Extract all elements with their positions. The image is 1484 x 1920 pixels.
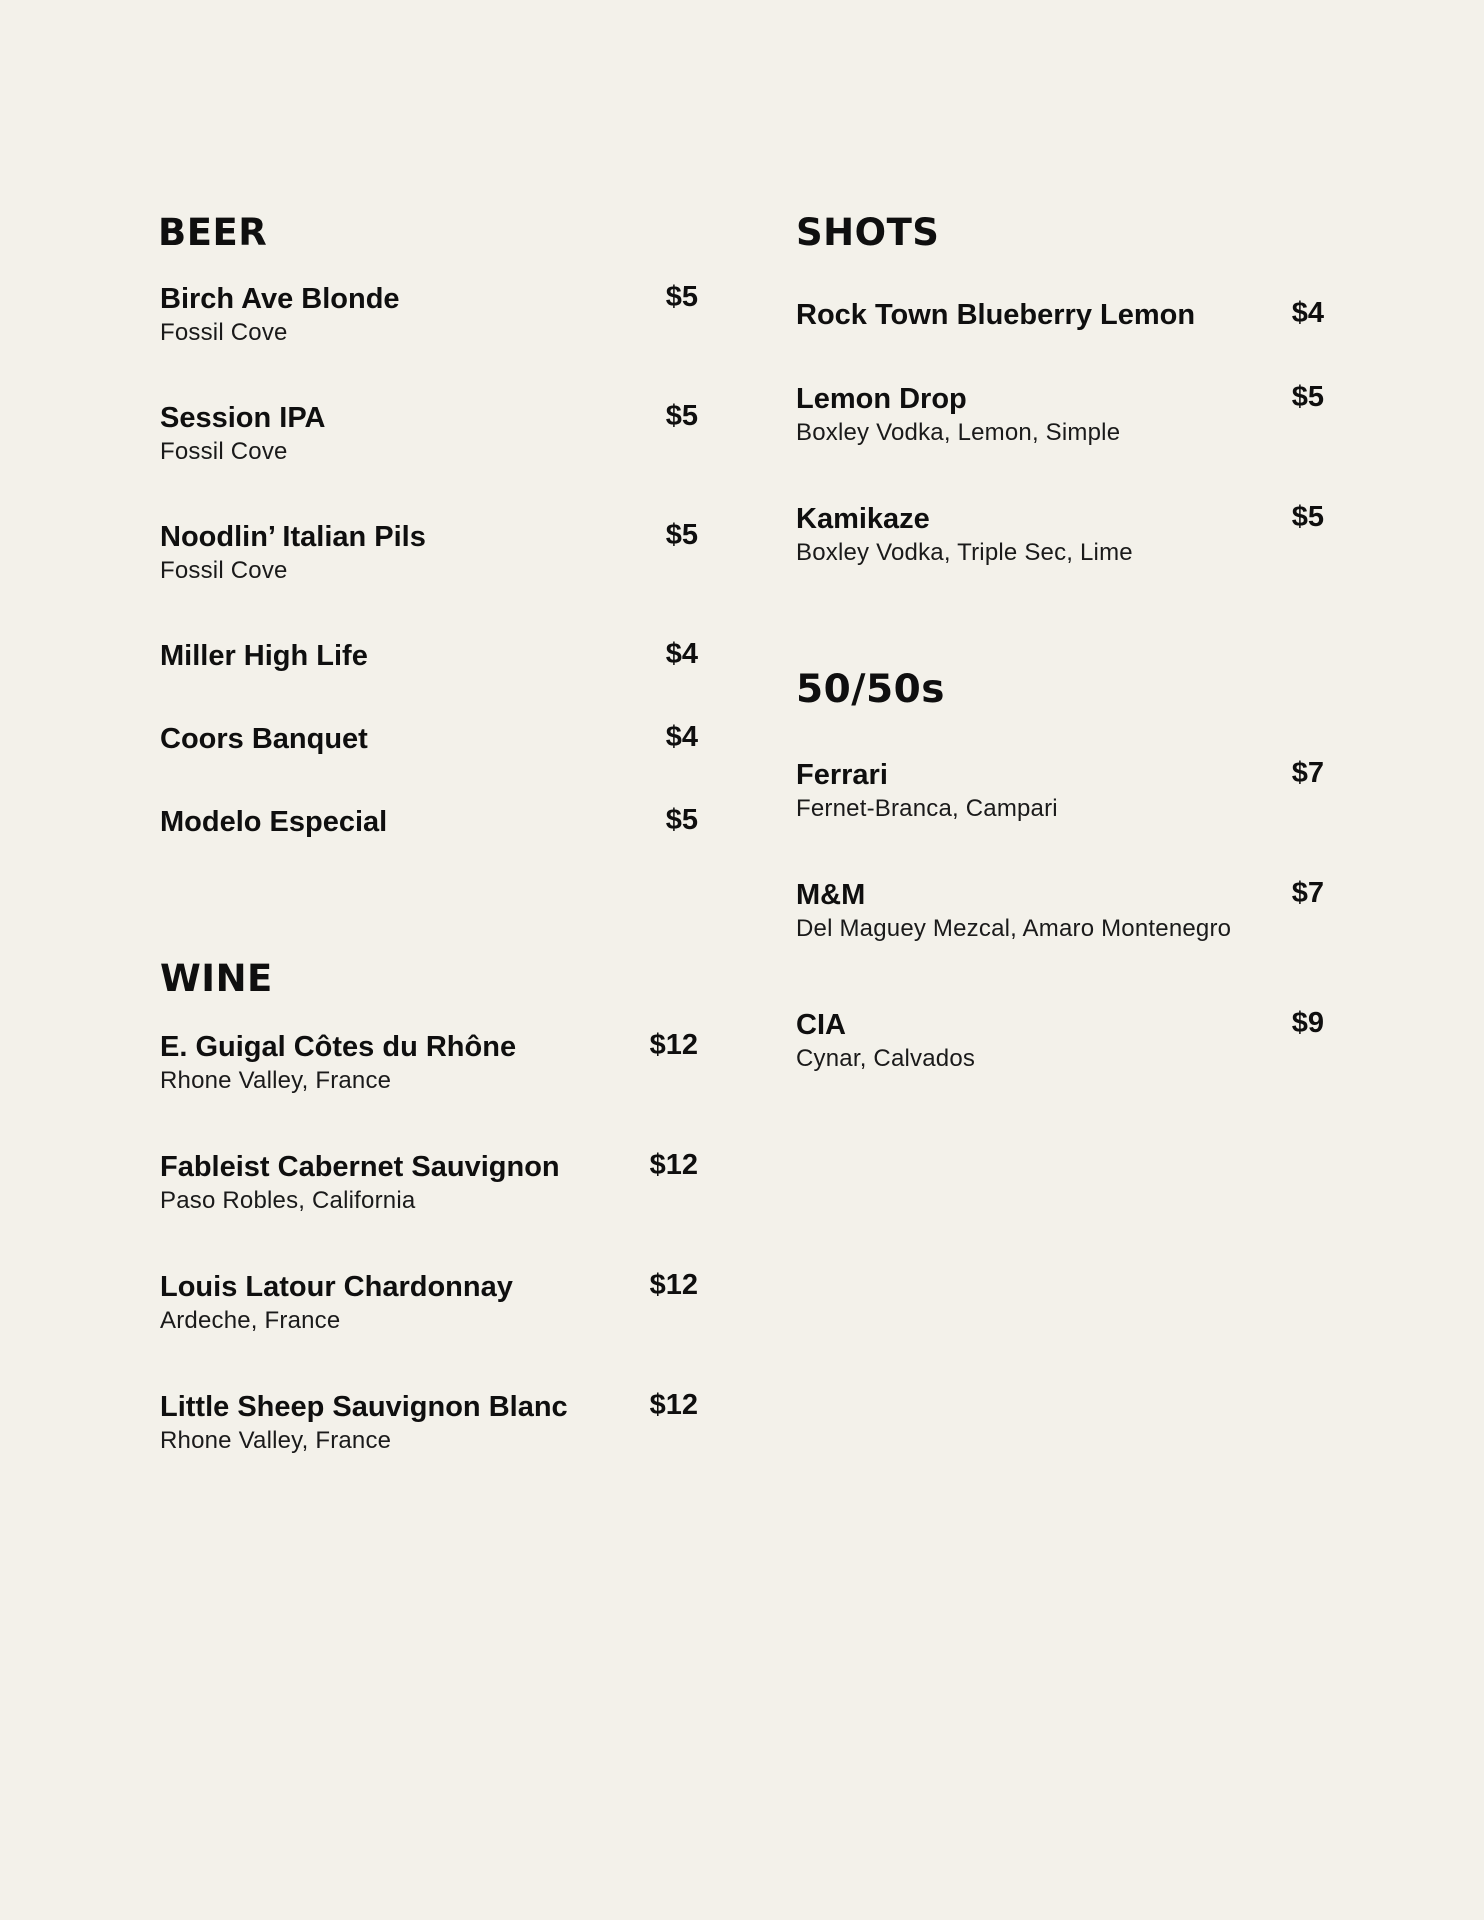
item-price: $5 xyxy=(1291,501,1324,533)
item-price: $5 xyxy=(665,804,698,836)
section-title-fifty-fifties: 50/50s xyxy=(796,667,946,712)
item-price: $5 xyxy=(665,519,698,551)
item-price: $7 xyxy=(1291,757,1324,789)
section-title-shots: SHOTS xyxy=(796,211,940,254)
item-name: M&M xyxy=(796,879,866,911)
item-description: Fossil Cove xyxy=(160,319,288,346)
menu-item xyxy=(160,1029,698,1149)
item-price: $12 xyxy=(649,1149,698,1181)
menu-item xyxy=(796,1007,1324,1127)
menu-item xyxy=(796,757,1324,877)
menu-item xyxy=(160,1269,698,1389)
item-description: Boxley Vodka, Triple Sec, Lime xyxy=(796,539,1133,566)
beer-section xyxy=(158,211,698,887)
item-price: $12 xyxy=(649,1029,698,1061)
item-name: Modelo Especial xyxy=(160,806,388,838)
item-description: Boxley Vodka, Lemon, Simple xyxy=(796,419,1121,446)
menu-item xyxy=(796,381,1324,501)
item-name: Louis Latour Chardonnay xyxy=(160,1271,513,1303)
item-name: Rock Town Blueberry Lemon xyxy=(796,299,1196,331)
item-price: $4 xyxy=(665,638,698,670)
shots-section xyxy=(796,211,1324,621)
shots-list xyxy=(796,297,1324,621)
item-name: Birch Ave Blonde xyxy=(160,283,400,315)
item-name: Little Sheep Sauvignon Blanc xyxy=(160,1391,568,1423)
item-description: Cynar, Calvados xyxy=(796,1045,976,1072)
section-title-beer: BEER xyxy=(158,211,268,254)
item-name: Kamikaze xyxy=(796,503,930,535)
menu-item xyxy=(160,638,698,721)
item-description: Rhone Valley, France xyxy=(160,1067,392,1094)
menu-item xyxy=(796,501,1324,621)
item-name: Lemon Drop xyxy=(796,383,967,415)
menu-item xyxy=(160,721,698,804)
section-title-wine: WINE xyxy=(160,957,273,1000)
item-price: $4 xyxy=(665,721,698,753)
item-price: $5 xyxy=(665,400,698,432)
item-description: Fossil Cove xyxy=(160,557,288,584)
item-description: Rhone Valley, France xyxy=(160,1427,392,1454)
menu-item xyxy=(160,1389,698,1509)
item-description: Ardeche, France xyxy=(160,1307,341,1334)
item-description: Fossil Cove xyxy=(160,438,288,465)
menu-item xyxy=(160,804,698,887)
item-name: Session IPA xyxy=(160,402,326,434)
beer-list xyxy=(158,281,698,887)
fifty-fifties-list xyxy=(796,757,1324,1127)
item-name: E. Guigal Côtes du Rhône xyxy=(160,1031,517,1063)
item-price: $4 xyxy=(1291,297,1324,329)
item-price: $12 xyxy=(649,1389,698,1421)
menu-item xyxy=(796,297,1324,381)
fifty-fifties-section xyxy=(796,667,1324,1127)
item-description: Del Maguey Mezcal, Amaro Montenegro xyxy=(796,915,1232,942)
item-price: $5 xyxy=(665,281,698,313)
item-name: Coors Banquet xyxy=(160,723,368,755)
item-price: $7 xyxy=(1291,877,1324,909)
item-name: Ferrari xyxy=(796,759,888,791)
menu-item xyxy=(160,1149,698,1269)
wine-section xyxy=(160,957,698,1509)
menu-item xyxy=(160,400,698,519)
item-name: Miller High Life xyxy=(160,640,368,672)
item-description: Paso Robles, California xyxy=(160,1187,416,1214)
item-price: $12 xyxy=(649,1269,698,1301)
item-price: $5 xyxy=(1291,381,1324,413)
menu-item xyxy=(160,519,698,638)
item-name: CIA xyxy=(796,1009,846,1041)
item-description: Fernet-Branca, Campari xyxy=(796,795,1058,822)
item-name: Fableist Cabernet Sauvignon xyxy=(160,1151,560,1183)
menu-item xyxy=(160,281,698,400)
item-name: Noodlin’ Italian Pils xyxy=(160,521,426,553)
menu-item xyxy=(796,877,1324,1007)
wine-list xyxy=(160,1029,698,1509)
item-price: $9 xyxy=(1291,1007,1324,1039)
